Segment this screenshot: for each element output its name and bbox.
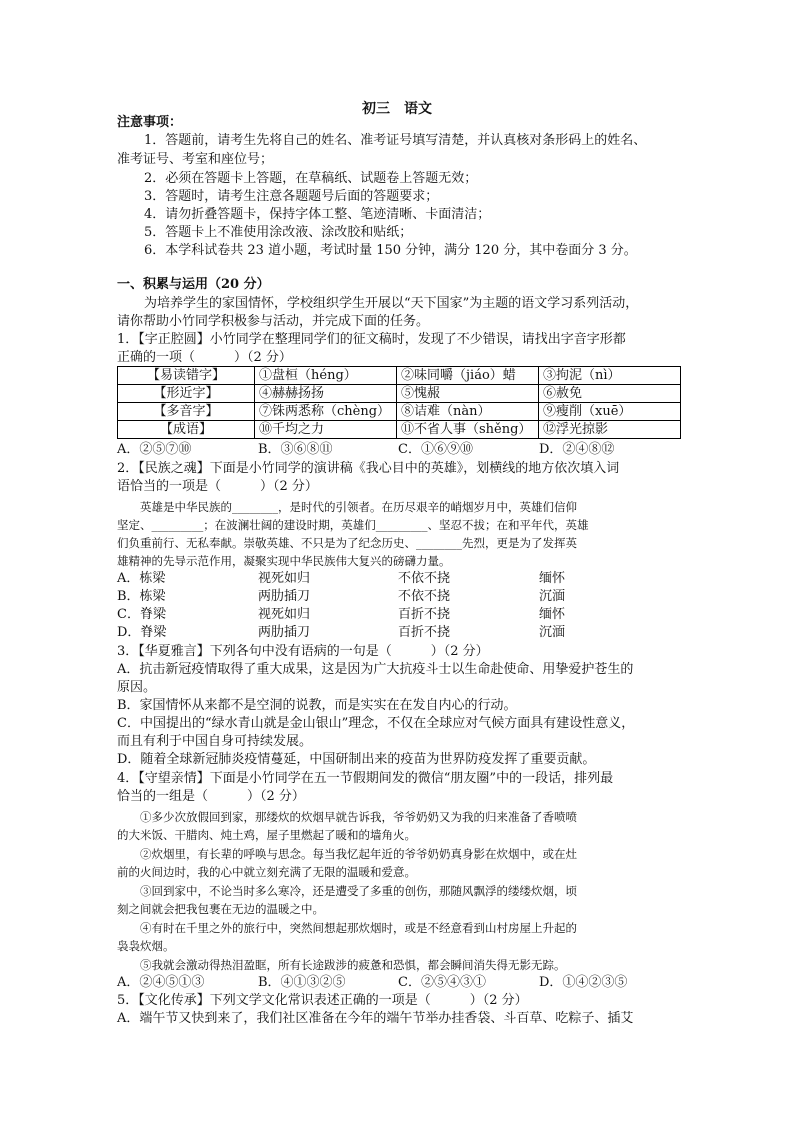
table-cell: 【成语】 (118, 421, 255, 439)
q3-option-line: D．随着全球新冠肺炎疫情蔓延，中国研制出来的疫苗为世界防疫发挥了重要贡献。 (117, 752, 596, 767)
table-row (118, 403, 681, 421)
q4-stem: 4．【守望亲情】下面是小竹同学在五一节假期间发的微信“朋友圈”中的一段话，排列最 (117, 771, 614, 786)
q5-stem: 5．【文化传承】下列文学文化常识表述正确的一项是（ ）（2 分） (117, 993, 528, 1008)
section-intro: 请你帮助小竹同学积极参与活动，并完成下面的任务。 (117, 314, 430, 329)
q2-option-b: B．栋梁 (117, 589, 166, 604)
q4-passage: ②炊烟里，有长辈的呼唤与思念。每当我忆起年近的爷爷奶奶真身影在炊烟中，或在灶 (140, 847, 577, 861)
q2-option-d: 沉湎 (539, 625, 566, 640)
q4-passage: ①多少次放假回到家，那缕炊的炊烟早就告诉我，爷爷奶奶又为我的归来准备了香喷喷 (140, 810, 577, 824)
table-cell: ④赫赫扬扬 (255, 385, 397, 403)
notes-line: 6．本学科试卷共 23 道小题，考试时量 150 分钟，满分 120 分，其中卷面分 3 分。 (144, 243, 637, 258)
table-row (118, 385, 681, 403)
q1-option-b: B．③⑥⑧⑪ (258, 442, 333, 457)
page-title: 初三 语文 (362, 101, 432, 117)
q4-passage: 前的火间边时，我的心中就立刻充满了无限的温暖和爱意。 (117, 865, 416, 879)
q2-stem: 语恰当的一项是（ ）（2 分） (117, 479, 318, 494)
q2-option-a: 缅怀 (539, 571, 566, 586)
table-cell: 【易读错字】 (118, 367, 255, 385)
q2-option-c: C．脊梁 (117, 607, 166, 622)
q5-option-line: A．端午节又快到来了，我们社区准备在今年的端午节举办挂香袋、斗百草、吃粽子、插艾 (117, 1011, 634, 1026)
q1-word-table (117, 366, 681, 439)
q4-option-c: C．②⑤④③① (398, 975, 486, 990)
table-cell: ⑦铢两悉称（chèng） (255, 403, 397, 421)
table-cell: 【形近字】 (118, 385, 255, 403)
table-cell: 【多音字】 (118, 403, 255, 421)
q2-passage: 坚定、_________；在波澜壮阔的建设时期，英雄们_________、坚忍不拔；在和平年代，英雄 (117, 518, 589, 532)
q1-option-a: A．②⑤⑦⑩ (117, 442, 192, 457)
table-cell: ③拘泥（nì） (539, 367, 681, 385)
notes-line: 2．必须在答题卡上答题，在草稿纸、试题卷上答题无效； (144, 171, 478, 186)
q1-stem: 正确的一项（ ）（2 分） (117, 350, 292, 365)
q4-passage: ③回到家中，不论当时多么寒冷，还是遭受了多重的创伤，那随风飘浮的缕缕炊烟，顷 (140, 884, 577, 898)
table-cell: ⑧诘难（nàn） (397, 403, 539, 421)
q2-option-c: 缅怀 (539, 607, 566, 622)
table-cell: ⑫浮光掠影 (539, 421, 681, 439)
notes-line: 1．答题前，请考生先将自己的姓名、准考证号填写清楚，并认真核对条形码上的姓名、 (144, 133, 647, 148)
q2-option-b: 沉湎 (539, 589, 566, 604)
table-cell: ⑩千均之力 (255, 421, 397, 439)
notes-line: 准考证号、考室和座位号； (117, 152, 274, 167)
q2-option-c: 视死如归 (258, 607, 311, 622)
q4-stem: 恰当的一组是（ ）（2 分） (117, 789, 305, 804)
q4-option-a: A．②④⑤①③ (117, 975, 205, 990)
q2-passage: 英雄是中华民族的________，是时代的引领者。在历尽艰辛的峭烟岁月中，英雄们信仰 (140, 500, 577, 514)
q2-option-d: 百折不挠 (398, 625, 451, 640)
table-cell: ⑪不省人事（shěng） (397, 421, 539, 439)
q3-option-line: B．家国情怀从来都不是空洞的说教，而是实实在在发自内心的行动。 (117, 698, 517, 713)
notes-line: 4．请勿折叠答题卡，保持字体工整、笔迹清晰、卡面清洁； (144, 207, 491, 222)
notes-line: 3．答题时，请考生注意各题题号后面的答题要求； (144, 189, 439, 204)
q4-passage: 袅袅炊烟。 (117, 939, 175, 953)
table-cell: ⑨瘦削（xuē） (539, 403, 681, 421)
table-cell: ②味同嚼（jiáo）蜡 (397, 367, 539, 385)
section-heading: 一、积累与运用（20 分） (117, 277, 270, 292)
q4-option-b: B．④①③②⑤ (258, 975, 346, 990)
notes-line: 5．答题卡上不准使用涂改液、涂改胶和贴纸； (144, 225, 413, 240)
table-cell: ⑤愧赧 (397, 385, 539, 403)
q2-option-a: 视死如归 (258, 571, 311, 586)
q2-option-a: 不依不挠 (398, 571, 451, 586)
table-cell: ⑥赦免 (539, 385, 681, 403)
q2-option-b: 两肋插刀 (258, 589, 311, 604)
q1-stem: 1．【字正腔圆】小竹同学在整理同学们的征文稿时，发现了不少错误，请找出字音字形都 (117, 332, 626, 347)
table-row (118, 367, 681, 385)
q2-option-c: 百折不挠 (398, 607, 451, 622)
q2-stem: 2．【民族之魂】下面是小竹同学的演讲稿《我心目中的英雄》，划横线的地方依次填入词 (117, 461, 620, 476)
q2-option-a: A．栋梁 (117, 571, 166, 586)
q4-passage: ④有时在千里之外的旅行中，突然间想起那炊烟时，或是不经意看到山村房屋上升起的 (140, 921, 577, 935)
q1-option-c: C．①⑥⑨⑩ (398, 442, 473, 457)
q3-option-line: A．抗击新冠疫情取得了重大成果，这是因为广大抗疫斗士以生命赴使命、用挚爱护苍生的 (117, 662, 634, 677)
q2-passage: 雄精神的先导示范作用，凝聚实现中华民族伟大复兴的磅礴力量。 (117, 554, 451, 568)
q3-stem: 3．【华夏雅言】下列各句中没有语病的一句是（ ）（2 分） (117, 644, 489, 659)
notes-heading: 注意事项： (117, 115, 183, 130)
q3-option-line: 而且有利于中国自身可持续发展。 (117, 734, 313, 749)
q4-passage: ⑤我就会激动得热泪盈眶，所有长途跋涉的疲惫和恐惧，都会瞬间消失得无影无踪。 (140, 958, 566, 972)
q3-option-line: 原因。 (117, 680, 157, 695)
q2-passage: 们负重前行、无私奉献。崇敬英雄、不只是为了纪念历史、________先烈，更是为了发挥英 (117, 536, 577, 550)
q2-option-b: 不依不挠 (398, 589, 451, 604)
table-cell: ①盘桓（héng） (255, 367, 397, 385)
q4-passage: 刻之间就会把我包裹在无边的温暖之中。 (117, 902, 324, 916)
q3-option-line: C．中国提出的“绿水青山就是金山银山”理念，不仅在全球应对气候方面具有建设性意义， (117, 716, 635, 731)
q2-option-d: 两肋插刀 (258, 625, 311, 640)
q2-option-d: D．脊梁 (117, 625, 167, 640)
q1-option-d: D．②④⑧⑫ (539, 442, 615, 457)
q4-option-d: D．①④②③⑤ (539, 975, 628, 990)
q4-passage: 的大米饭、干腊肉、炖土鸡，屋子里燃起了暖和的墙角火。 (117, 828, 416, 842)
table-row (118, 421, 681, 439)
section-intro: 为培养学生的家国情怀，学校组织学生开展以“天下国家”为主题的语文学习系列活动， (144, 296, 639, 311)
